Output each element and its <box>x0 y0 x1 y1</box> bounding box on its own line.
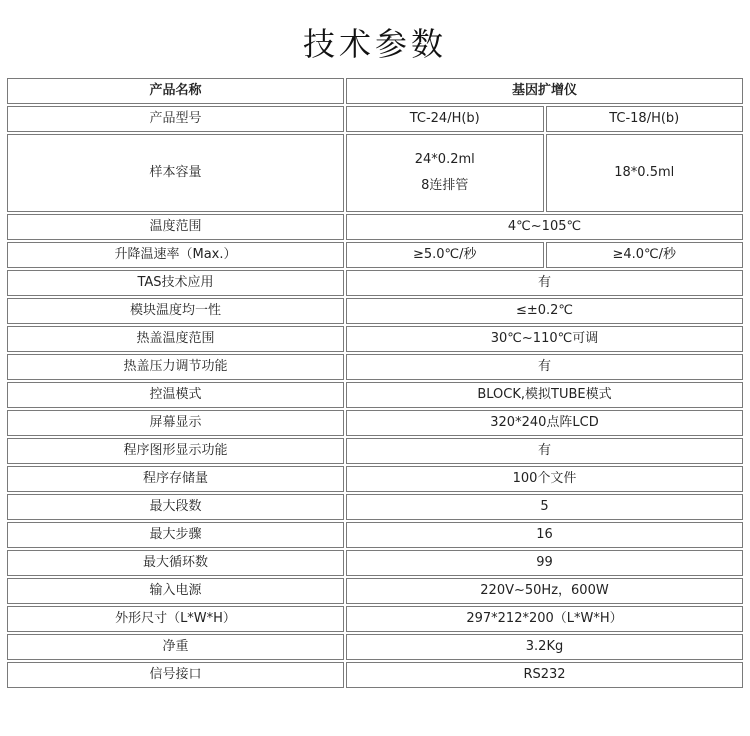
table-row <box>7 214 743 240</box>
row-label: 样本容量 <box>7 134 344 212</box>
table-row <box>7 438 743 464</box>
table-row <box>7 522 743 548</box>
row-value: 30℃~110℃可调 <box>346 326 743 352</box>
row-value-col1: TC-24/H(b) <box>346 106 544 132</box>
table-row <box>7 578 743 604</box>
row-value: RS232 <box>346 662 743 688</box>
row-label: 程序存储量 <box>7 466 344 492</box>
row-value: ≤±0.2℃ <box>346 298 743 324</box>
table-row-rate <box>7 242 743 268</box>
row-label: 屏幕显示 <box>7 410 344 436</box>
row-value: 基因扩增仪 <box>346 78 743 104</box>
table-row-model <box>7 106 743 132</box>
row-label: 温度范围 <box>7 214 344 240</box>
table-row <box>7 494 743 520</box>
row-label: 热盖压力调节功能 <box>7 354 344 380</box>
page-title: 技术参数 <box>302 25 447 63</box>
table-row <box>7 270 743 296</box>
row-label: TAS技术应用 <box>7 270 344 296</box>
row-label: 升降温速率（Max.） <box>7 242 344 268</box>
row-value: 220V~50Hz，600W <box>346 578 743 604</box>
row-label: 最大循环数 <box>7 550 344 576</box>
table-row <box>7 326 743 352</box>
row-label: 净重 <box>7 634 344 660</box>
row-label: 最大段数 <box>7 494 344 520</box>
row-label: 控温模式 <box>7 382 344 408</box>
row-value: 有 <box>346 438 743 464</box>
row-value: 5 <box>346 494 743 520</box>
table-row <box>7 550 743 576</box>
row-value: 有 <box>346 270 743 296</box>
table-row-header <box>7 78 743 104</box>
row-value: BLOCK,模拟TUBE模式 <box>346 382 743 408</box>
row-value: 320*240点阵LCD <box>346 410 743 436</box>
row-label: 输入电源 <box>7 578 344 604</box>
row-value: 3.2Kg <box>346 634 743 660</box>
row-value: 有 <box>346 354 743 380</box>
row-label: 信号接口 <box>7 662 344 688</box>
spec-table-body <box>7 78 743 688</box>
table-row <box>7 662 743 688</box>
row-value-col2: ≥4.0℃/秒 <box>546 242 744 268</box>
row-value-col1 <box>346 134 544 212</box>
table-row <box>7 606 743 632</box>
row-value: 16 <box>346 522 743 548</box>
table-row <box>7 410 743 436</box>
row-value-col2: 18*0.5ml <box>546 134 744 212</box>
table-row-capacity <box>7 134 743 212</box>
row-label: 产品名称 <box>7 78 344 104</box>
row-label: 模块温度均一性 <box>7 298 344 324</box>
row-value: 99 <box>346 550 743 576</box>
table-row <box>7 634 743 660</box>
table-row <box>7 298 743 324</box>
row-label: 外形尺寸（L*W*H） <box>7 606 344 632</box>
row-value-col2: TC-18/H(b) <box>546 106 744 132</box>
row-value: 297*212*200（L*W*H） <box>346 606 743 632</box>
row-value: 100个文件 <box>346 466 743 492</box>
row-value-col1: ≥5.0℃/秒 <box>346 242 544 268</box>
table-row <box>7 466 743 492</box>
spec-table <box>5 76 745 690</box>
table-row <box>7 354 743 380</box>
row-label: 最大步骤 <box>7 522 344 548</box>
row-value: 4℃~105℃ <box>346 214 743 240</box>
row-label: 产品型号 <box>7 106 344 132</box>
capacity-line-1: 24*0.2ml <box>414 152 475 167</box>
row-label: 程序图形显示功能 <box>7 438 344 464</box>
row-label: 热盖温度范围 <box>7 326 344 352</box>
capacity-line-2: 8连排管 <box>421 178 469 193</box>
table-row <box>7 382 743 408</box>
